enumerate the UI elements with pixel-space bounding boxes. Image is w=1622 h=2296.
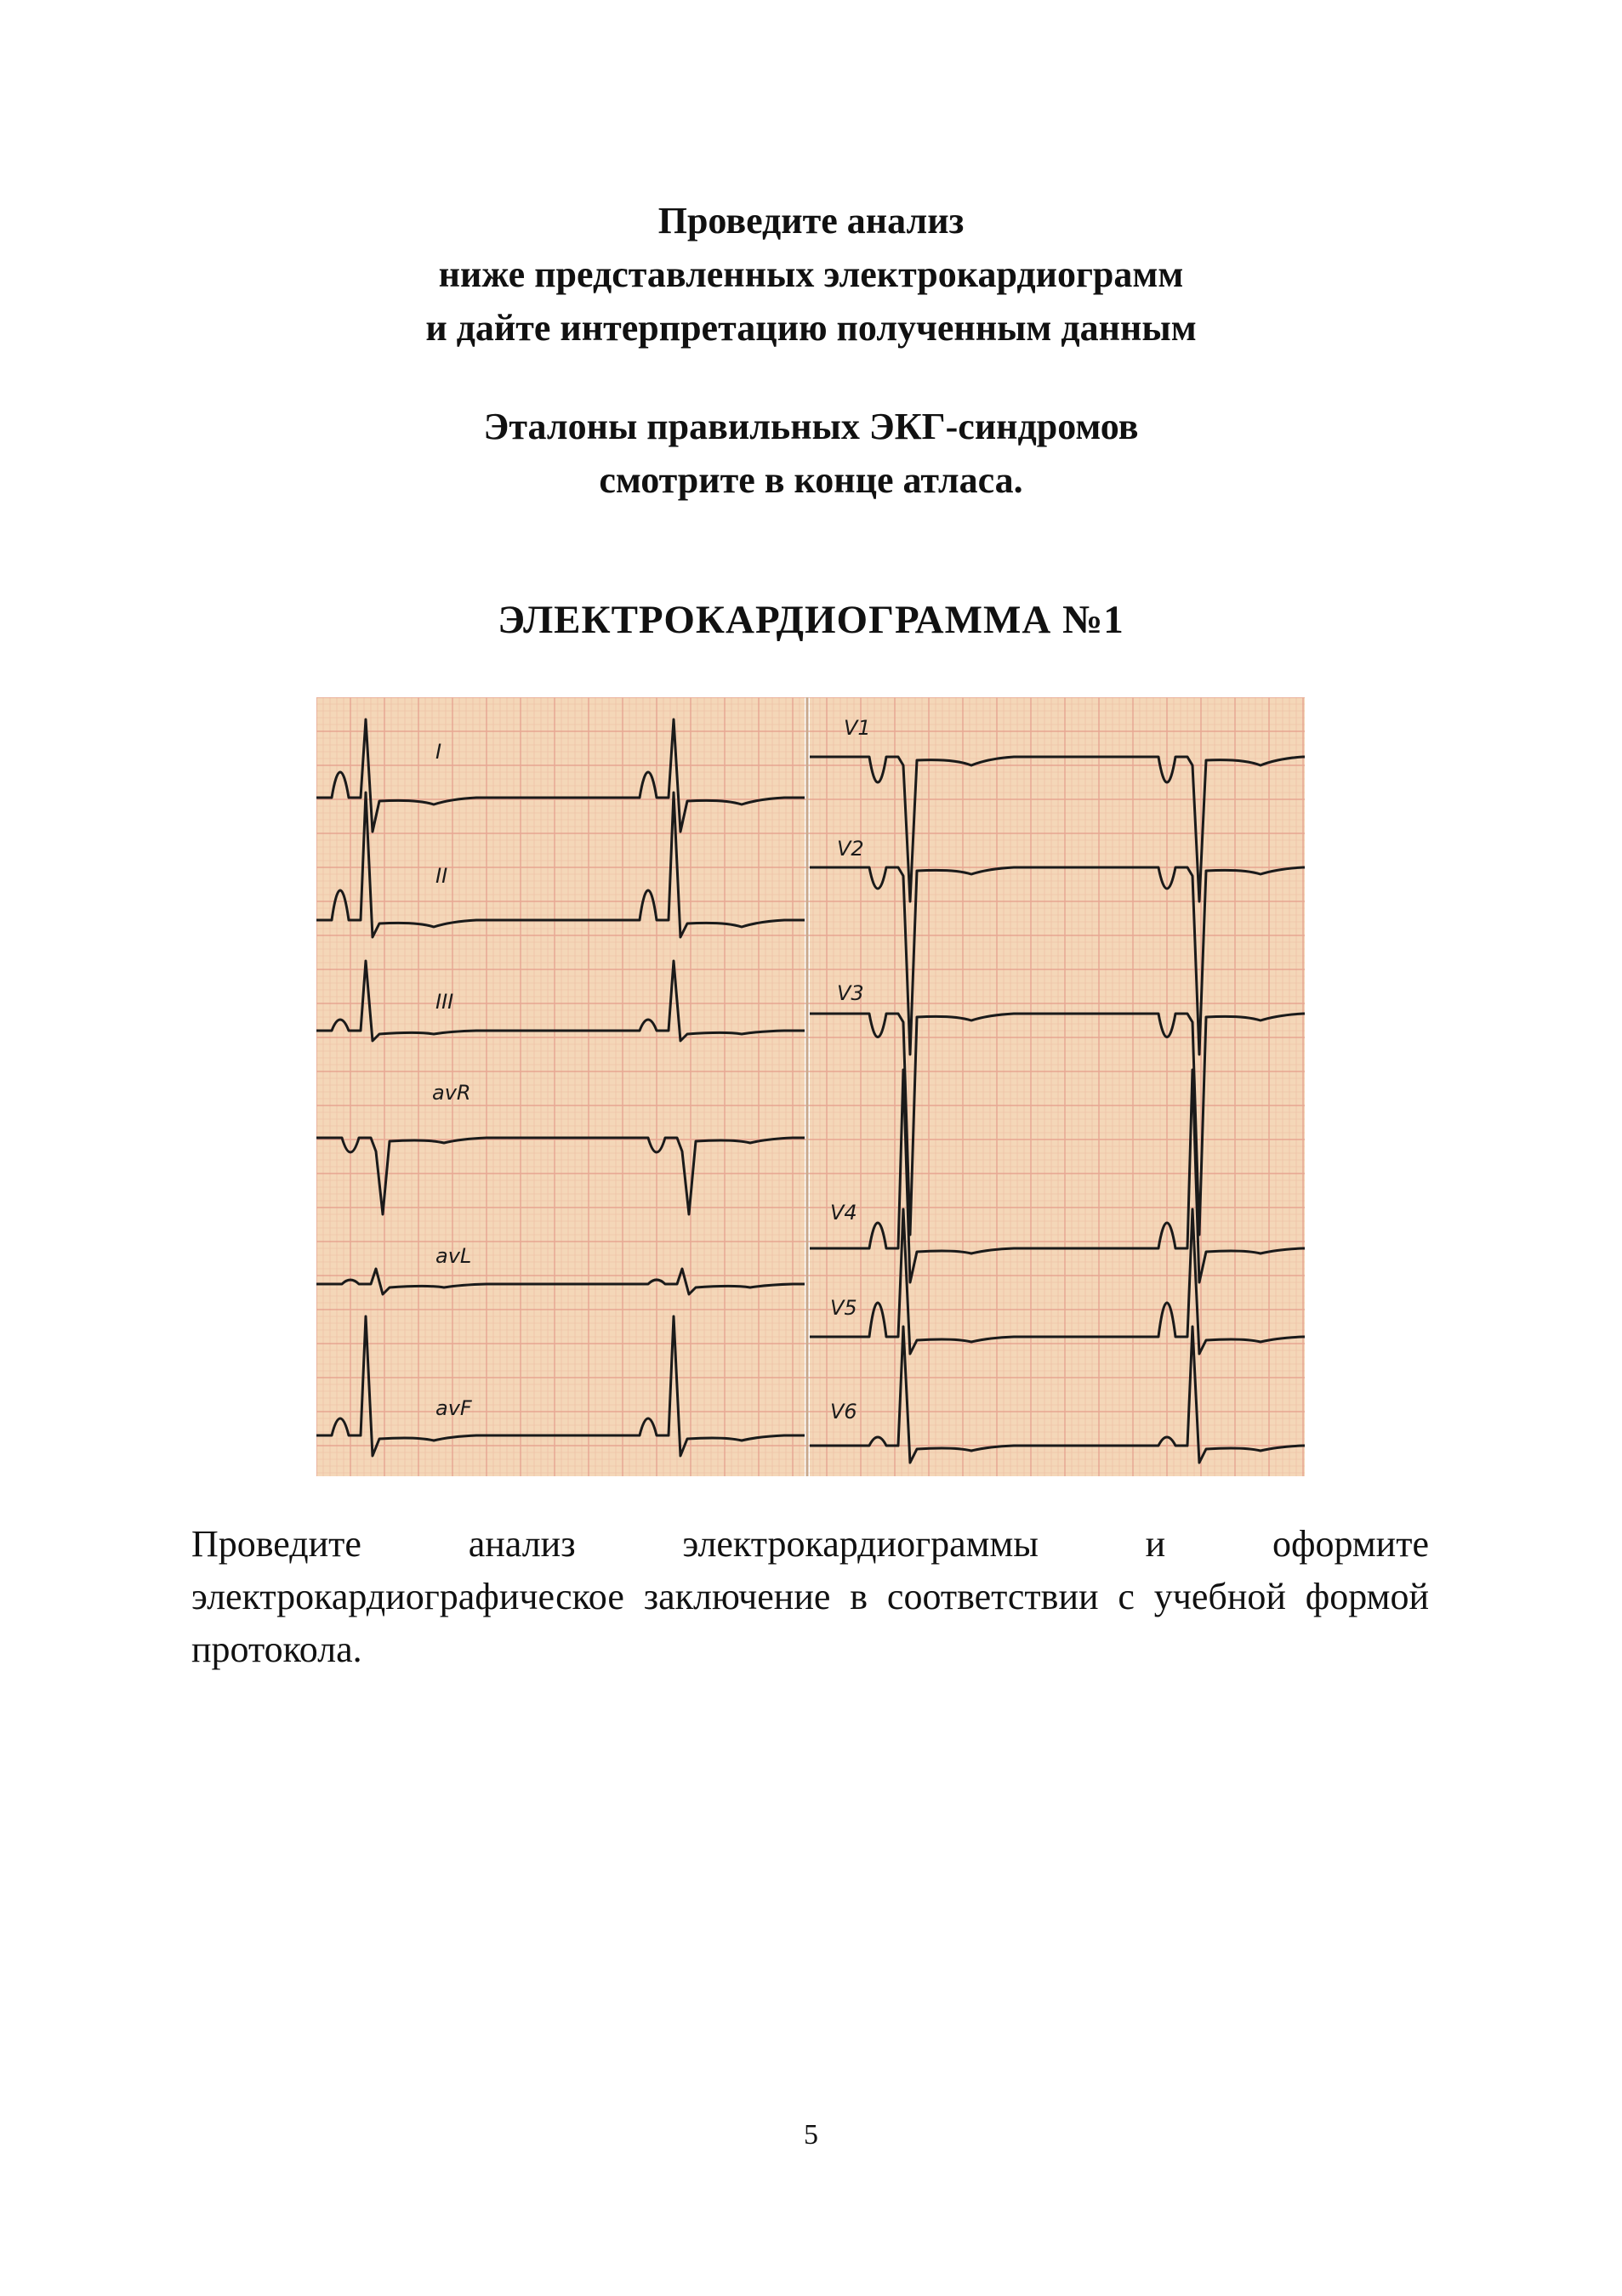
lead-label-V6: V6: [830, 1400, 857, 1424]
lead-label-V1: V1: [844, 716, 871, 740]
task-heading: [0, 194, 1622, 355]
note-line: смотрите в конце атласа.: [599, 459, 1023, 501]
reference-note: [0, 400, 1622, 507]
page-number: 5: [804, 2119, 818, 2151]
lead-label-avF: avF: [435, 1396, 472, 1420]
lead-label-V5: V5: [830, 1296, 857, 1320]
note-line: Эталоны правильных ЭКГ-синдромов: [483, 406, 1139, 447]
heading-line: ниже представленных электрокардиограмм: [438, 253, 1184, 295]
lead-label-III: III: [435, 990, 454, 1014]
heading-line: и дайте интерпретацию полученным данным: [425, 307, 1197, 349]
lead-label-V3: V3: [837, 981, 864, 1005]
ecg-paper-chest: [810, 697, 1305, 1476]
lead-label-avL: avL: [435, 1244, 472, 1268]
instruction-paragraph: Проведите анализ электрокардиограммы и оформите электрокардиографическое заключение в соответствии с учебной формой протокола.: [191, 1523, 1429, 1670]
heading-line: Проведите анализ: [657, 200, 965, 242]
lead-label-V4: V4: [830, 1201, 857, 1225]
lead-label-V2: V2: [837, 837, 864, 861]
ecg-image: [316, 697, 1305, 1476]
ecg-title: ЭЛЕКТРОКАРДИОГРАММА №1: [498, 598, 1124, 642]
lead-label-avR: avR: [432, 1081, 471, 1105]
lead-label-II: II: [435, 864, 448, 888]
lead-label-I: I: [435, 740, 442, 764]
